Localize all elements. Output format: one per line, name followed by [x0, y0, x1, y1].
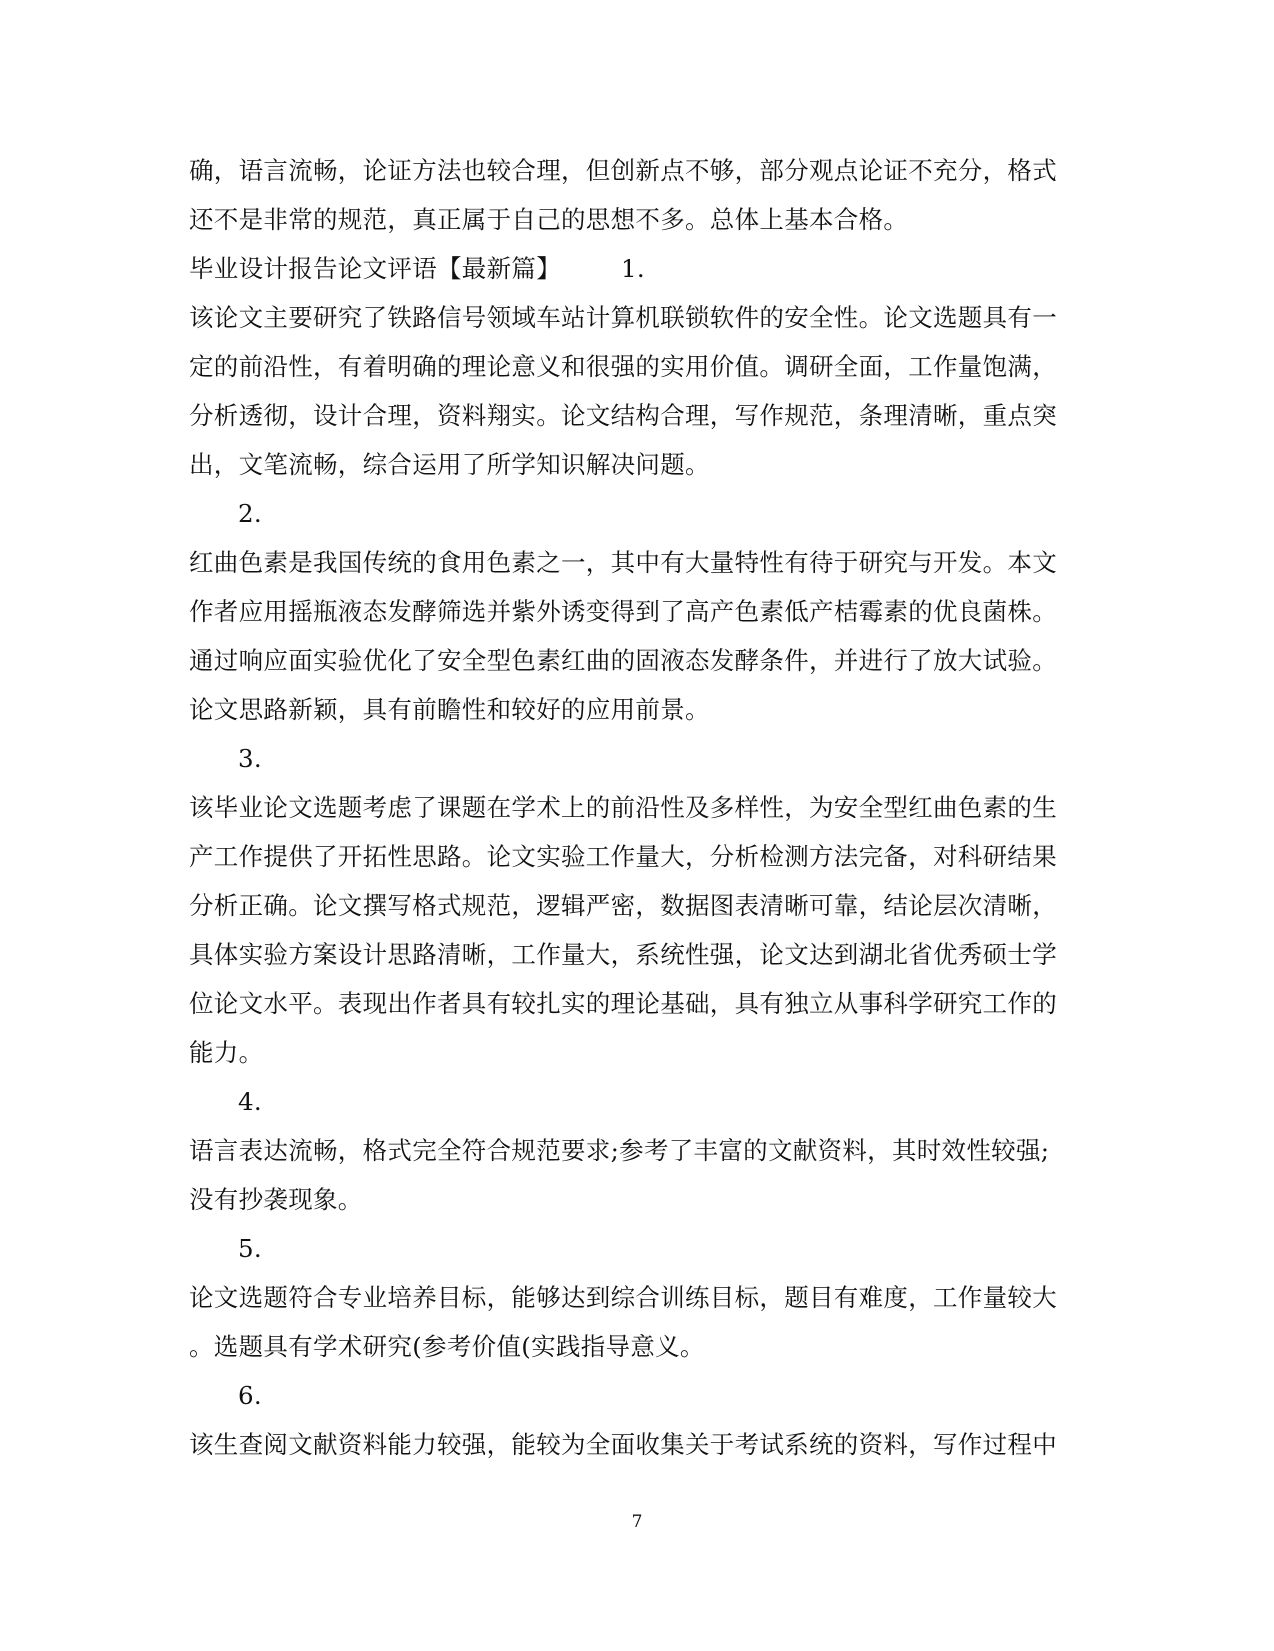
text-line: 该生查阅文献资料能力较强，能较为全面收集关于考试系统的资料，写作过程中 — [189, 1430, 1057, 1459]
text-line: 分析透彻，设计合理，资料翔实。论文结构合理，写作规范，条理清晰，重点突 — [189, 401, 1057, 430]
text-line: 具体实验方案设计思路清晰，工作量大，系统性强，论文达到湖北省优秀硕士学 — [189, 940, 1057, 969]
text-line: 分析正确。论文撰写格式规范，逻辑严密，数据图表清晰可靠，结论层次清晰， — [189, 891, 1057, 920]
text-line: 红曲色素是我国传统的食用色素之一，其中有大量特性有待于研究与开发。本文 — [189, 548, 1057, 577]
text-line: 还不是非常的规范，真正属于自己的思想不多。总体上基本合格。 — [189, 205, 909, 234]
text-line: 论文思路新颖，具有前瞻性和较好的应用前景。 — [189, 695, 710, 724]
text-line: 。选题具有学术研究(参考价值(实践指导意义。 — [189, 1332, 705, 1361]
item-number: 3. — [238, 744, 262, 773]
item-number: 4. — [238, 1087, 262, 1116]
text-line: 作者应用摇瓶液态发酵筛选并紫外诱变得到了高产色素低产桔霉素的优良菌株。 — [189, 597, 1057, 626]
text-line: 该论文主要研究了铁路信号领域车站计算机联锁软件的安全性。论文选题具有一 — [189, 303, 1057, 332]
text-line: 没有抄袭现象。 — [189, 1185, 363, 1214]
text-line: 产工作提供了开拓性思路。论文实验工作量大，分析检测方法完备，对科研结果 — [189, 842, 1057, 871]
page-body — [189, 146, 1069, 1469]
item-number: 5. — [238, 1234, 262, 1263]
text-line: 定的前沿性，有着明确的理论意义和很强的实用价值。调研全面，工作量饱满， — [189, 352, 1057, 381]
text-line: 语言表达流畅，格式完全符合规范要求;参考了丰富的文献资料，其时效性较强; — [189, 1136, 1050, 1165]
section-heading — [189, 244, 1069, 293]
text-line: 该毕业论文选题考虑了课题在学术上的前沿性及多样性，为安全型红曲色素的生 — [189, 793, 1057, 822]
text-line: 论文选题符合专业培养目标，能够达到综合训练目标，题目有难度，工作量较大 — [189, 1283, 1057, 1312]
page-number: 7 — [631, 1512, 643, 1532]
item-number: 6. — [238, 1381, 262, 1410]
text-line: 确，语言流畅，论证方法也较合理，但创新点不够，部分观点论证不充分，格式 — [189, 156, 1057, 185]
item-number: 2. — [238, 499, 262, 528]
heading-title: 毕业设计报告论文评语【最新篇】 — [189, 254, 561, 283]
text-line: 能力。 — [189, 1038, 264, 1067]
text-line: 通过响应面实验优化了安全型色素红曲的固液态发酵条件，并进行了放大试验。 — [189, 646, 1057, 675]
text-line: 出，文笔流畅，综合运用了所学知识解决问题。 — [189, 450, 710, 479]
text-line: 位论文水平。表现出作者具有较扎实的理论基础，具有独立从事科学研究工作的 — [189, 989, 1057, 1018]
item-number: 1. — [621, 254, 645, 283]
